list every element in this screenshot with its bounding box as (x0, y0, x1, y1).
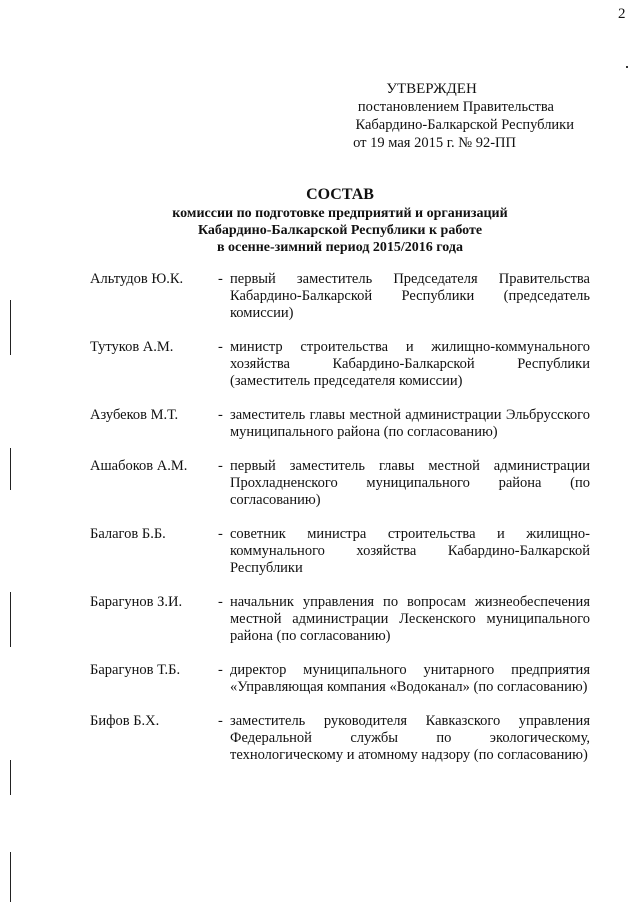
commission-members-list (90, 271, 590, 764)
margin-line (10, 852, 11, 902)
member-name: Бифов Б.Х. (90, 713, 160, 729)
member-name: Балагов Б.Б. (90, 526, 166, 542)
member-role: заместитель руководителя Кавказского управления Федеральной службы по экологическому, технологическому и атомному надзору (по согласованию) (230, 713, 590, 763)
member-role: заместитель главы местной администрации Эльбрусского муниципального района (по согласованию) (230, 407, 590, 440)
dash-separator: - (218, 662, 223, 678)
document-subtitle-line: Кабардино-Балкарской Республики к работе (197, 223, 483, 238)
member-row (90, 339, 590, 390)
dash-separator: - (218, 594, 223, 610)
dash-separator: - (218, 339, 223, 355)
member-row (90, 662, 590, 696)
member-row (90, 271, 590, 322)
document-subtitle-line: в осенне-зимний период 2015/2016 года (217, 240, 463, 255)
member-name: Ашабоков А.М. (90, 458, 188, 474)
approval-date: от 19 мая 2015 г. № 92-ПП (353, 135, 516, 151)
member-row (90, 526, 590, 577)
margin-line (10, 592, 11, 647)
approval-heading: УТВЕРЖДЕН (386, 81, 477, 97)
member-row (90, 407, 590, 441)
member-name: Азубеков М.Т. (90, 407, 179, 423)
approval-line: постановлением Правительства (357, 99, 554, 115)
approval-line: Кабардино-Балкарской Республики (355, 117, 574, 133)
member-row (90, 713, 590, 764)
member-role: первый заместитель Председателя Правительства Кабардино-Балкарской Республики (председатель комиссии) (230, 271, 590, 321)
member-role: начальник управления по вопросам жизнеобеспечения местной администрации Лескенского муниципального района (по согласованию) (230, 594, 590, 644)
member-row (90, 458, 590, 509)
member-name: Барагунов Т.Б. (90, 662, 181, 678)
page-number: 2 (618, 6, 626, 22)
dash-separator: - (218, 526, 223, 542)
document-heading (0, 185, 640, 256)
dash-separator: - (218, 713, 223, 729)
scan-mark (626, 66, 628, 68)
member-name: Тутуков А.М. (90, 339, 174, 355)
member-role: директор муниципального унитарного предприятия «Управляющая компания «Водоканал» (по согласованию) (230, 662, 590, 695)
member-role: советник министра строительства и жилищно-коммунального хозяйства Кабардино-Балкарской Республики (230, 526, 590, 576)
margin-line (10, 448, 11, 490)
dash-separator: - (218, 407, 223, 423)
member-row (90, 594, 590, 645)
member-role: первый заместитель главы местной администрации Прохладненского муниципального района (по согласованию) (230, 458, 590, 508)
document-title: СОСТАВ (306, 186, 374, 203)
margin-line (10, 760, 11, 795)
member-role: министр строительства и жилищно-коммунального хозяйства Кабардино-Балкарской Республики (заместитель председателя комиссии) (230, 339, 590, 389)
member-name: Альтудов Ю.К. (90, 271, 184, 287)
margin-line (10, 300, 11, 355)
dash-separator: - (218, 271, 223, 287)
member-name: Барагунов З.И. (90, 594, 183, 610)
approval-stamp (353, 80, 574, 152)
document-subtitle-line: комиссии по подготовке предприятий и организаций (172, 206, 508, 221)
dash-separator: - (218, 458, 223, 474)
